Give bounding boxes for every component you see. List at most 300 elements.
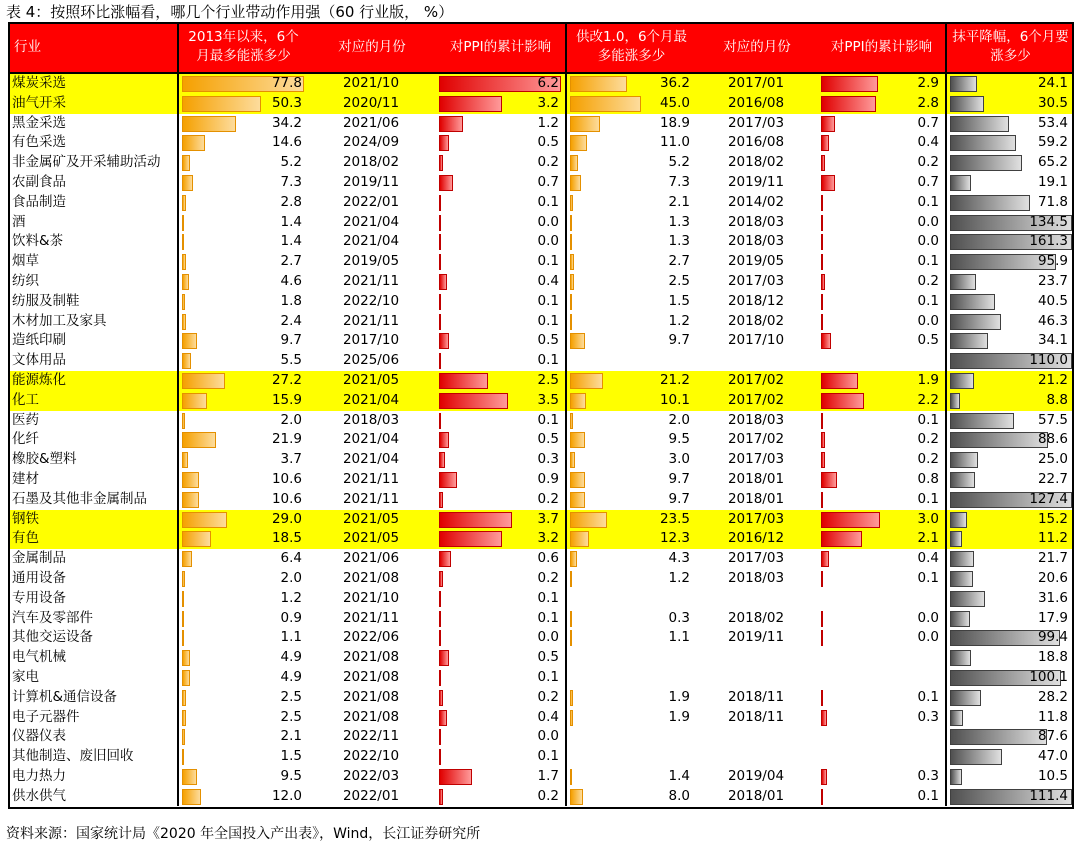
table-row [8,114,1074,134]
industry-name-cell [8,767,178,787]
ppi1-value-cell [436,411,566,431]
ppi2-value-bar [821,274,825,290]
month2-value-cell [696,628,818,648]
ppi2-value-bar [821,333,831,349]
ppi2-value-cell [818,411,946,431]
max-reform-value-cell [566,272,696,292]
industry-name: 饮料&茶 [12,233,64,250]
max-reform-value-cell [566,589,696,609]
max2013-value-cell [178,213,308,233]
ppi2-value: 0.2 [917,154,939,171]
ppi1-value: 0.9 [537,470,559,487]
industry-name-cell [8,133,178,153]
month1-value-cell [308,648,436,668]
ppi1-value-bar [439,135,449,151]
industry-name-cell [8,510,178,530]
industry-name-cell [8,648,178,668]
table-row [8,628,1074,648]
flat-value: 8.8 [1046,391,1068,408]
month2-value: 2017/03 [727,114,785,131]
flat-value-cell [946,114,1074,134]
max2013-value-cell [178,470,308,490]
flat-value-bar [950,195,1030,211]
month1-value-cell [308,411,436,431]
month1-value-cell [308,609,436,629]
flat-value-cell [946,173,1074,193]
flat-value-bar [950,531,962,547]
month2-value: 2017/01 [727,75,785,91]
flat-value-bar [950,413,1014,429]
ppi2-value-bar [821,571,823,587]
month1-value: 2021/11 [342,470,400,487]
max2013-value-cell [178,569,308,589]
max2013-value-cell [178,292,308,312]
max2013-value-bar [182,274,189,290]
month1-value-cell [308,252,436,272]
month2-value-cell [696,430,818,450]
month1-value-cell [308,173,436,193]
flat-value-bar [950,393,960,409]
max-reform-value-bar [570,393,586,409]
flat-value-bar [950,432,1048,448]
max2013-value-cell [178,648,308,668]
table-row [8,193,1074,213]
max2013-value-cell [178,73,308,94]
month1-value-cell [308,371,436,391]
industry-name-cell [8,312,178,332]
flat-value: 88.6 [1037,431,1068,448]
month1-value-cell [308,787,436,807]
flat-value-bar [950,373,974,389]
ppi1-value-bar [439,215,441,231]
ppi1-value: 0.5 [537,431,559,448]
max2013-value-cell [178,727,308,747]
month1-value-cell [308,272,436,292]
table-title: 表 4：按照环比涨幅看，哪几个行业带动作用强（60 行业版， %） [6,3,454,21]
ppi2-value: 0.7 [917,173,939,190]
month1-value: 2021/04 [342,213,400,230]
max-reform-value-cell [566,450,696,470]
ppi1-value-cell [436,351,566,371]
ppi1-value-cell [436,609,566,629]
max2013-value: 34.2 [271,114,302,131]
month1-value: 2021/08 [342,649,400,666]
ppi1-value-bar [439,492,443,508]
industry-name-cell [8,450,178,470]
ppi2-value: 0.0 [917,629,939,646]
ppi2-value-cell [818,569,946,589]
ppi2-value-cell [818,73,946,94]
max-reform-value-bar [570,710,573,726]
flat-value-bar [950,769,962,785]
flat-value: 46.3 [1037,312,1068,329]
ppi2-value-cell [818,114,946,134]
max-reform-value: 12.3 [659,530,690,547]
month2-value-cell [696,549,818,569]
ppi2-value-bar [821,630,823,646]
ppi2-value-bar [821,769,827,785]
ppi1-value-bar [439,789,443,805]
max2013-value-cell [178,688,308,708]
month2-value: 2016/08 [727,94,785,111]
flat-value-cell [946,153,1074,173]
industry-name: 纺服及制鞋 [12,292,80,309]
ppi2-value-bar [821,512,880,528]
max-reform-value: 1.2 [668,312,690,329]
month2-value-cell [696,94,818,114]
month2-value: 2019/05 [727,253,785,270]
month1-value-cell [308,589,436,609]
flat-value-cell [946,529,1074,549]
ppi1-value: 0.4 [537,272,559,289]
max-reform-value-cell [566,312,696,332]
max2013-value-bar [182,432,216,448]
ppi1-value: 2.5 [537,371,559,388]
ppi2-value: 2.1 [917,530,939,547]
ppi1-value-bar [439,710,447,726]
industry-name: 黑金采选 [12,114,66,131]
header-ppi1: 对PPI的累计影响 [436,22,566,73]
flat-value-cell [946,351,1074,371]
max-reform-value: 36.2 [659,75,690,91]
max-reform-value-bar [570,413,573,429]
ppi1-value-bar [439,729,441,745]
flat-value-cell [946,312,1074,332]
flat-value: 87.6 [1037,728,1068,745]
flat-value: 110.0 [1029,352,1068,369]
month1-value-cell [308,391,436,411]
industry-name-cell [8,173,178,193]
industry-name-cell [8,252,178,272]
max-reform-value: 2.5 [668,272,690,289]
month2-value: 2018/03 [727,213,785,230]
max2013-value: 2.4 [280,312,302,329]
max2013-value: 2.7 [280,253,302,270]
max-reform-value-bar [570,135,587,151]
table-row [8,490,1074,510]
header-month2: 对应的月份 [696,22,818,73]
max2013-value-bar [182,611,184,627]
max2013-value-cell [178,430,308,450]
max2013-value-cell [178,490,308,510]
ppi2-value: 0.3 [917,708,939,725]
max2013-value: 21.9 [271,431,302,448]
max-reform-value-bar [570,789,583,805]
ppi2-value-bar [821,314,823,330]
max-reform-value-cell [566,747,696,767]
max-reform-value-bar [570,472,585,488]
max2013-value-bar [182,630,184,646]
month1-value: 2022/01 [342,787,400,804]
ppi1-value-bar [439,333,449,349]
flat-value-bar [950,512,967,528]
max-reform-value: 7.3 [668,173,690,190]
max-reform-value: 2.1 [668,193,690,210]
ppi2-value-cell [818,529,946,549]
ppi2-value-cell [818,470,946,490]
industry-name: 电气机械 [12,649,66,666]
industry-table [8,22,1074,806]
max2013-value-cell [178,787,308,807]
month1-value: 2021/08 [342,569,400,586]
month1-value-cell [308,747,436,767]
ppi2-value-cell [818,391,946,411]
max-reform-value: 1.9 [668,708,690,725]
max2013-value-bar [182,195,186,211]
max2013-value-bar [182,690,186,706]
industry-name-cell [8,94,178,114]
month2-value: 2018/02 [727,312,785,329]
max-reform-value: 1.4 [668,767,690,784]
month1-value: 2024/09 [342,134,400,151]
industry-name: 化纤 [12,431,39,448]
month1-value-cell [308,430,436,450]
max-reform-value-bar [570,492,585,508]
flat-value: 71.8 [1037,193,1068,210]
max2013-value-cell [178,450,308,470]
month2-value-cell [696,688,818,708]
max-reform-value-cell [566,668,696,688]
flat-value: 30.5 [1037,94,1068,111]
max2013-value: 9.5 [280,767,302,784]
ppi1-value: 0.0 [537,728,559,745]
flat-value-cell [946,747,1074,767]
ppi1-value: 0.0 [537,233,559,250]
month1-value: 2021/11 [342,609,400,626]
month1-value-cell [308,529,436,549]
industry-name-cell [8,371,178,391]
ppi2-value-cell [818,549,946,569]
industry-name: 化工 [12,391,39,408]
ppi1-value: 3.5 [537,391,559,408]
ppi2-value-bar [821,155,825,171]
ppi1-value: 0.1 [537,352,559,369]
ppi2-value-bar [821,611,823,627]
max2013-value: 3.7 [280,451,302,468]
month2-value-cell [696,153,818,173]
ppi2-value-bar [821,195,823,211]
industry-name: 煤炭采选 [12,75,66,91]
ppi1-value-bar [439,769,472,785]
ppi1-value-cell [436,589,566,609]
ppi2-value-cell [818,628,946,648]
max-reform-value: 9.7 [668,470,690,487]
max2013-value: 77.8 [271,75,302,91]
ppi1-value-cell [436,470,566,490]
ppi2-value-cell [818,232,946,252]
month2-value-cell [696,490,818,510]
flat-value: 28.2 [1037,688,1068,705]
max2013-value-bar [182,135,205,151]
max2013-value: 27.2 [271,371,302,388]
max-reform-value: 4.3 [668,550,690,567]
ppi2-value-cell [818,173,946,193]
max-reform-value-cell [566,569,696,589]
max-reform-value: 23.5 [659,510,690,527]
ppi2-value-cell [818,450,946,470]
month1-value: 2021/11 [342,490,400,507]
source-note: 资料来源：国家统计局《2020 年全国投入产出表》，Wind，长江证券研究所 [6,826,481,842]
max2013-value-cell [178,331,308,351]
month2-value-cell [696,648,818,668]
max-reform-value-cell [566,648,696,668]
table-row [8,312,1074,332]
industry-name: 电子元器件 [12,708,80,725]
flat-value-bar [950,571,973,587]
flat-value-cell [946,193,1074,213]
max2013-value: 4.9 [280,649,302,666]
table-row [8,153,1074,173]
ppi2-value: 0.4 [917,134,939,151]
ppi2-value-cell [818,351,946,371]
max-reform-value-bar [570,531,589,547]
flat-value: 127.4 [1029,490,1068,507]
ppi1-value: 0.0 [537,629,559,646]
ppi1-value: 0.1 [537,253,559,270]
max-reform-value-cell [566,391,696,411]
industry-name: 农副食品 [12,173,66,190]
flat-value-bar [950,294,995,310]
month1-value: 2021/05 [342,371,400,388]
month1-value: 2021/04 [342,431,400,448]
flat-value-bar [950,314,1001,330]
flat-value-cell [946,708,1074,728]
ppi1-value-bar [439,96,502,112]
month2-value-cell [696,193,818,213]
ppi2-value-bar [821,690,823,706]
ppi1-value-cell [436,173,566,193]
ppi1-value-cell [436,73,566,94]
ppi1-value: 0.2 [537,154,559,171]
month1-value: 2020/11 [342,94,400,111]
max-reform-value-bar [570,274,574,290]
ppi1-value: 0.5 [537,332,559,349]
ppi1-value-bar [439,373,488,389]
month1-value: 2019/11 [342,173,400,190]
max2013-value-cell [178,589,308,609]
industry-name: 通用设备 [12,569,66,586]
max2013-value: 9.7 [280,332,302,349]
max-reform-value-cell [566,609,696,629]
flat-value-cell [946,628,1074,648]
month1-value: 2021/05 [342,530,400,547]
month2-value-cell [696,708,818,728]
flat-value-bar [950,96,984,112]
ppi1-value: 0.1 [537,748,559,765]
ppi2-value-bar [821,393,864,409]
table-row [8,73,1074,94]
industry-name: 其他交运设备 [12,629,93,646]
max2013-value-bar [182,492,199,508]
flat-value-bar [950,116,1009,132]
max-reform-value-cell [566,133,696,153]
flat-value: 31.6 [1037,589,1068,606]
flat-value: 111.4 [1029,787,1068,804]
max2013-value: 1.4 [280,213,302,230]
ppi2-value: 0.1 [917,688,939,705]
month2-value: 2019/11 [727,629,785,646]
ppi2-value-bar [821,472,837,488]
industry-name-cell [8,589,178,609]
table-row [8,727,1074,747]
ppi1-value-cell [436,787,566,807]
ppi1-value-bar [439,195,441,211]
month2-value-cell [696,727,818,747]
ppi2-value-cell [818,252,946,272]
flat-value-cell [946,73,1074,94]
ppi1-value-bar [439,175,453,191]
ppi1-value-cell [436,292,566,312]
table-row [8,351,1074,371]
flat-value-cell [946,133,1074,153]
ppi1-value-cell [436,767,566,787]
ppi2-value: 3.0 [917,510,939,527]
max-reform-value-bar [570,76,627,92]
max-reform-value-cell [566,213,696,233]
ppi2-value-bar [821,234,823,250]
ppi1-value-cell [436,391,566,411]
month1-value: 2021/06 [342,550,400,567]
ppi1-value: 3.2 [537,94,559,111]
flat-value-cell [946,450,1074,470]
table-row [8,252,1074,272]
flat-value-bar [950,650,971,666]
ppi1-value: 0.1 [537,589,559,606]
month2-value: 2017/02 [727,371,785,388]
month1-value: 2025/06 [342,352,400,369]
ppi2-value-bar [821,135,829,151]
ppi1-value-cell [436,668,566,688]
max2013-value-cell [178,609,308,629]
max2013-value-cell [178,193,308,213]
flat-value: 21.7 [1037,550,1068,567]
flat-value: 25.0 [1037,451,1068,468]
max2013-value-bar [182,215,184,231]
flat-value: 22.7 [1037,470,1068,487]
max-reform-value: 0.3 [668,609,690,626]
flat-value: 65.2 [1037,154,1068,171]
industry-name: 文体用品 [12,352,66,369]
flat-value-cell [946,411,1074,431]
ppi2-value: 0.1 [917,292,939,309]
max2013-value-cell [178,747,308,767]
industry-name: 非金属矿及开采辅助活动 [12,154,161,171]
max-reform-value: 1.3 [668,233,690,250]
ppi1-value-cell [436,213,566,233]
ppi2-value-cell [818,94,946,114]
month2-value-cell [696,411,818,431]
max-reform-value-cell [566,331,696,351]
ppi1-value-cell [436,153,566,173]
month2-value: 2018/03 [727,569,785,586]
month1-value: 2021/11 [342,272,400,289]
max2013-value-cell [178,94,308,114]
flat-value-bar [950,710,963,726]
max2013-value: 14.6 [271,134,302,151]
industry-name-cell [8,351,178,371]
ppi2-value-bar [821,710,827,726]
month2-value: 2017/03 [727,451,785,468]
flat-value-cell [946,549,1074,569]
max2013-value: 10.6 [271,470,302,487]
max2013-value-bar [182,551,192,567]
ppi1-value-bar [439,670,441,686]
flat-value-cell [946,648,1074,668]
month2-value-cell [696,470,818,490]
industry-name: 油气开采 [12,94,66,111]
industry-name-cell [8,490,178,510]
ppi1-value-cell [436,450,566,470]
